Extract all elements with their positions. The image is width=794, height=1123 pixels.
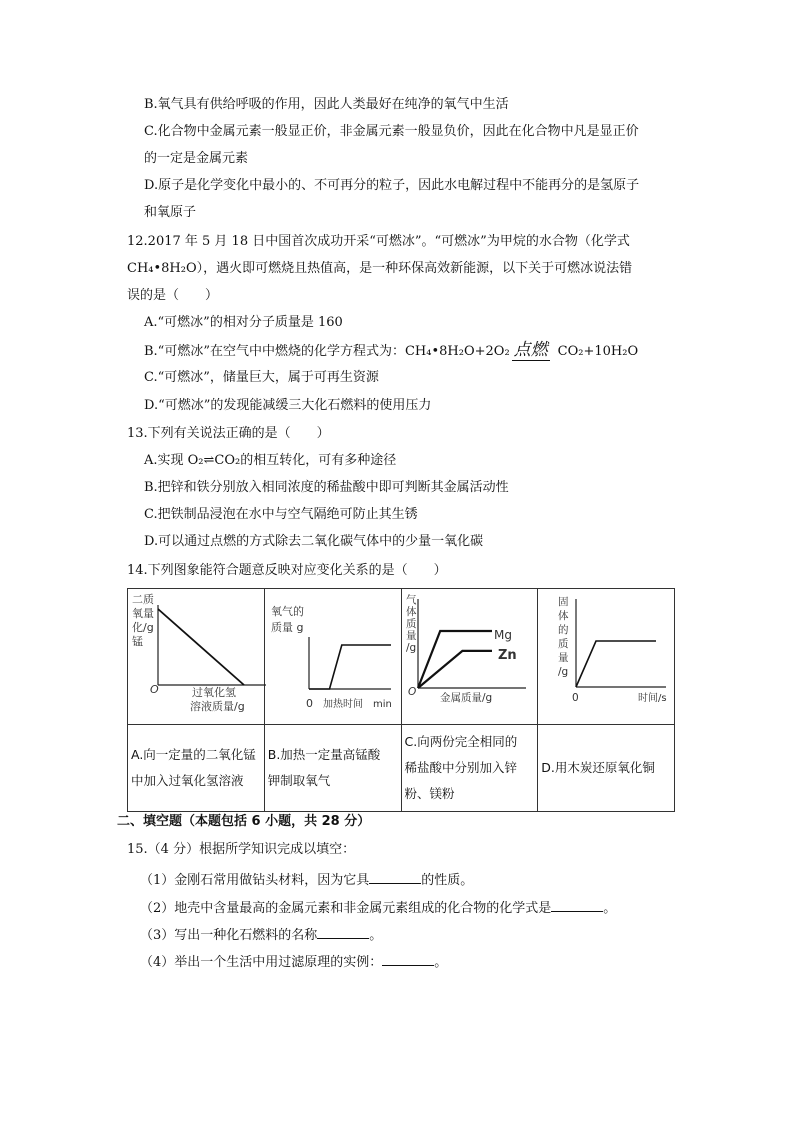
q11-option-d-line2: 和氧原子 xyxy=(144,205,197,220)
q12-stem-line1: 12.2017 年 5 月 18 日中国首次成功开采“可燃冰”。“可燃冰”为甲烷的水合物（化学式 xyxy=(127,234,630,249)
q15-part1 xyxy=(140,869,473,891)
graph-a-ylabel-1: 二质 xyxy=(132,593,154,606)
graph-a-ylabel-2: 氧量 xyxy=(132,607,154,620)
graph-d-ylabel-1: 固 xyxy=(558,596,569,608)
equation-right: CO₂+10H₂O xyxy=(557,344,639,359)
q12-option-d: D.“可燃冰”的发现能减缓三大化石燃料的使用压力 xyxy=(144,398,432,413)
q15-part1-blank[interactable] xyxy=(369,869,421,884)
graph-b xyxy=(265,589,400,724)
graph-a-origin: O xyxy=(150,683,159,696)
graph-d-xlabel: 时间/s xyxy=(638,693,667,704)
graph-c-cell xyxy=(401,589,538,725)
q15-part4-tail: 。 xyxy=(434,955,448,970)
q15-part2-tail: 。 xyxy=(603,901,617,916)
q15-part3 xyxy=(140,924,382,946)
graph-d-ylabel-6: /g xyxy=(558,666,569,678)
graph-d-ylabel-4: 质 xyxy=(558,638,569,650)
q12-option-a: A.“可燃冰”的相对分子质量是 160 xyxy=(144,315,343,330)
graph-c-xlabel: 金属质量/g xyxy=(439,692,492,704)
graph-d-caption-line1: D.用木炭还原氧化铜 xyxy=(541,760,655,775)
graph-d-ylabel-3: 的 xyxy=(558,624,569,636)
q15-part4-blank[interactable] xyxy=(382,951,434,966)
graph-d-caption xyxy=(538,725,675,812)
graph-b-ylabel-1: 氧气的 xyxy=(270,605,304,618)
graph-c-series-zn xyxy=(418,651,492,688)
graph-b-series-line xyxy=(309,645,391,689)
graph-c-origin: O xyxy=(407,686,416,698)
q15-part1-text: （1）金刚石常用做钻头材料，因为它具 xyxy=(140,873,370,888)
graph-b-ylabel-2: 质量 g xyxy=(270,621,304,634)
q15-part3-tail: 。 xyxy=(369,928,383,943)
graph-b-cell xyxy=(264,589,401,725)
q13-option-a: A.实现 O₂⇌CO₂的相互转化，可有多种途径 xyxy=(144,453,397,468)
q14-stem: 14.下列图象能符合题意反映对应变化关系的是（ ） xyxy=(127,563,447,578)
q13-option-d: D.可以通过点燃的方式除去二氧化碳气体中的少量一氧化碳 xyxy=(144,534,484,549)
q13-option-b: B.把锌和铁分别放入相同浓度的稀盐酸中即可判断其金属活动性 xyxy=(144,480,509,495)
q15-part2 xyxy=(140,897,616,919)
ignite-condition: 点燃 xyxy=(513,340,548,360)
graph-a-caption-line1: A.向一定量的二氧化锰 xyxy=(131,747,256,762)
graph-c-ylabel-5: /g xyxy=(405,642,416,654)
graph-c xyxy=(402,589,532,724)
graph-a-xlabel-2: 溶液质量/g xyxy=(190,700,245,713)
graph-a-cell xyxy=(128,589,265,725)
graph-d-ylabel-5: 量 xyxy=(558,652,569,664)
q15-part4 xyxy=(140,951,447,973)
graph-c-legend-zn: Zn xyxy=(497,648,517,663)
graph-b-caption-line1: B.加热一定量高锰酸 xyxy=(267,747,381,762)
q15-part2-text: （2）地壳中含量最高的金属元素和非金属元素组成的化合物的化学式是 xyxy=(140,901,552,916)
q11-option-b: B.氧气具有供给呼吸的作用，因此人类最好在纯净的氧气中生活 xyxy=(144,97,509,112)
q13-stem: 13.下列有关说法正确的是（ ） xyxy=(127,426,330,441)
graph-b-zero: 0 xyxy=(305,697,313,710)
q15-part3-text: （3）写出一种化石燃料的名称 xyxy=(140,928,318,943)
graph-c-caption-line1: C.向两份完全相同的 xyxy=(404,734,518,749)
q15-part4-text: （4）举出一个生活中用过滤原理的实例： xyxy=(140,955,383,970)
graph-d-series-line xyxy=(576,641,656,687)
graph-c-ylabel-2: 体 xyxy=(405,606,416,618)
q11-option-c-line1: C.化合物中金属元素一般显正价，非金属元素一般显负价，因此在化合物中凡是显正价 xyxy=(144,124,639,139)
graph-c-legend-mg: Mg xyxy=(493,628,512,642)
graph-b-xlabel: 加热时间 min xyxy=(322,699,392,710)
q12-stem-line3: 误的是（ ） xyxy=(127,288,219,303)
q11-option-d-line1: D.原子是化学变化中最小的、不可再分的粒子，因此水电解过程中不能再分的是氢原子 xyxy=(144,178,640,193)
graph-c-caption xyxy=(401,725,538,812)
q11-option-c-line2: 的一定是金属元素 xyxy=(144,151,249,166)
graph-d-ylabel-2: 体 xyxy=(558,610,569,622)
graph-d xyxy=(538,589,672,724)
equation-left: B.“可燃冰”在空气中中燃烧的化学方程式为：CH₄•8H₂O+2O₂ xyxy=(144,344,510,359)
q15-part1-tail: 的性质。 xyxy=(421,873,474,888)
graph-b-caption xyxy=(264,725,401,812)
q12-stem-line2: CH₄•8H₂O），遇火即可燃烧且热值高，是一种环保高效新能源，以下关于可燃冰说法错 xyxy=(127,261,633,276)
graph-a-xlabel-1: 过氧化氢 xyxy=(192,686,236,699)
graph-c-ylabel-1: 气 xyxy=(405,594,416,606)
graph-a-series-line xyxy=(158,609,244,685)
graph-d-zero: 0 xyxy=(572,692,579,704)
graph-c-ylabel-3: 质 xyxy=(405,618,416,630)
graph-c-ylabel-4: 量 xyxy=(405,630,416,642)
graph-b-caption-line2: 钾制取氧气 xyxy=(267,773,331,788)
q13-option-c: C.把铁制品浸泡在水中与空气隔绝可防止其生锈 xyxy=(144,507,418,522)
graph-a xyxy=(128,589,273,724)
q12-option-b xyxy=(144,340,638,362)
graph-c-caption-line2: 稀盐酸中分别加入锌 xyxy=(404,760,518,775)
q15-part2-blank[interactable] xyxy=(551,897,603,912)
graph-a-caption-line2: 中加入过氧化氢溶液 xyxy=(131,773,244,788)
q12-option-c: C.“可燃冰”，储量巨大，属于可再生资源 xyxy=(144,370,379,385)
graph-a-ylabel-4: 锰 xyxy=(132,635,143,648)
q14-graph-table xyxy=(127,588,675,812)
graph-d-cell xyxy=(538,589,675,725)
graph-a-ylabel-3: 化/g xyxy=(132,621,154,634)
q15-stem: 15.（4 分）根据所学知识完成以填空： xyxy=(127,842,356,857)
graph-c-caption-line3: 粉、镁粉 xyxy=(404,786,455,801)
graph-a-caption xyxy=(128,725,265,812)
q15-part3-blank[interactable] xyxy=(317,924,369,939)
section-2-title: 二、填空题（本题包括 6 小题，共 28 分） xyxy=(117,814,371,829)
